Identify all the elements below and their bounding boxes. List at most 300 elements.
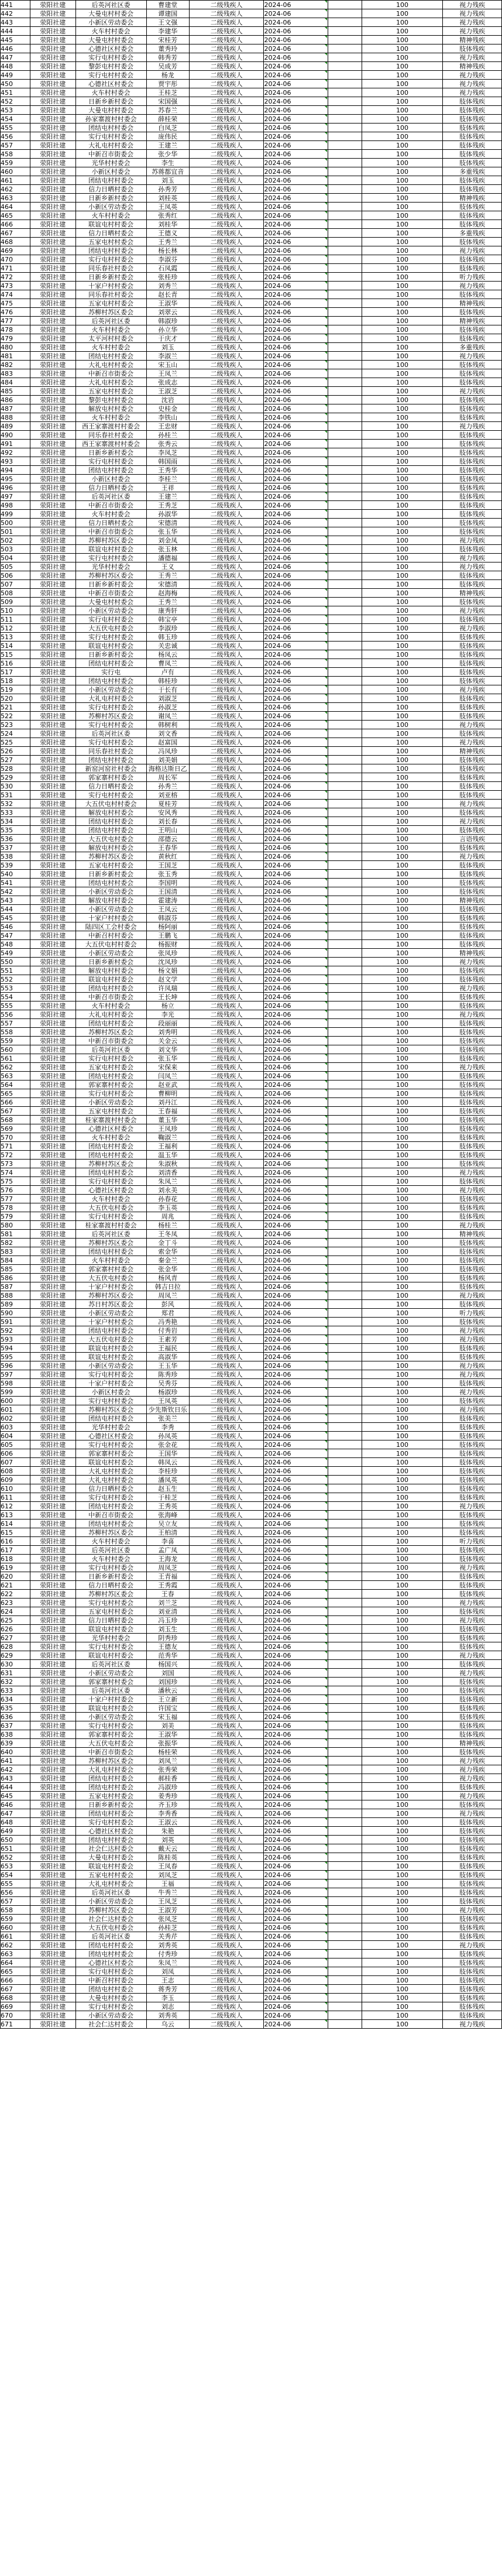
- error-indicator-icon: [325, 633, 327, 635]
- row-number: 564: [1, 1081, 30, 1089]
- table-row: [1, 1897, 502, 1906]
- disability-level-cell: 二级残疾人: [189, 141, 264, 150]
- area-cell: 荥阳社建: [30, 62, 75, 71]
- date-cell: 2024-06: [264, 1423, 328, 1432]
- disability-type-cell: 肢体残疾: [443, 2011, 502, 2020]
- row-number: 633: [1, 1686, 30, 1695]
- disability-level-cell: 二级残疾人: [189, 738, 264, 747]
- date-cell: 2024-06: [264, 369, 328, 378]
- village-cell: 苏柳村苏区委会: [75, 712, 146, 721]
- area-cell: 荥阳社建: [30, 361, 75, 369]
- disability-type-cell: 视力残疾: [443, 852, 502, 861]
- blank-cell: [328, 1476, 362, 1484]
- disability-level-cell: 二级残疾人: [189, 1923, 264, 1932]
- blank-cell: [328, 1195, 362, 1203]
- disability-level-cell: 二级残疾人: [189, 1458, 264, 1467]
- error-indicator-icon: [325, 1335, 327, 1337]
- table-row: [1, 721, 502, 729]
- disability-level-cell: 二级残疾人: [189, 589, 264, 598]
- row-number: 574: [1, 1168, 30, 1177]
- table-row: [1, 1827, 502, 1836]
- error-indicator-icon: [325, 922, 327, 925]
- disability-level-cell: 二级残疾人: [189, 1379, 264, 1388]
- area-cell: 荥阳社建: [30, 124, 75, 132]
- name-cell: 李光: [146, 1010, 189, 1019]
- village-cell: 大礼屯村村委会: [75, 1765, 146, 1774]
- disability-level-cell: 二级残疾人: [189, 1089, 264, 1098]
- blank-cell: [328, 545, 362, 554]
- row-number: 571: [1, 1142, 30, 1151]
- village-cell: 火车村村委会: [75, 27, 146, 36]
- error-indicator-icon: [325, 1081, 327, 1083]
- disability-level-cell: 二级残疾人: [189, 1686, 264, 1695]
- table-row: [1, 88, 502, 97]
- blank-cell: [328, 334, 362, 343]
- amount-cell: 100: [362, 1107, 443, 1116]
- table-row: [1, 1318, 502, 1326]
- date-cell: 2024-06: [264, 255, 328, 264]
- disability-level-cell: 二级残疾人: [189, 843, 264, 852]
- disability-type-cell: 肢体残疾: [443, 1704, 502, 1713]
- disability-level-cell: 二级残疾人: [189, 1423, 264, 1432]
- disability-type-cell: 肢体残疾: [443, 571, 502, 580]
- date-cell: 2024-06: [264, 1476, 328, 1484]
- disability-level-cell: 二级残疾人: [189, 1669, 264, 1678]
- name-cell: 刘国: [146, 1669, 189, 1678]
- blank-cell: [328, 1168, 362, 1177]
- area-cell: 荥阳社建: [30, 1721, 75, 1730]
- disability-type-cell: 肢体残疾: [443, 1423, 502, 1432]
- row-number: 602: [1, 1414, 30, 1423]
- row-number: 513: [1, 633, 30, 642]
- blank-cell: [328, 843, 362, 852]
- table-row: [1, 211, 502, 220]
- name-cell: 李淑珍: [146, 624, 189, 633]
- error-indicator-icon: [325, 431, 327, 433]
- table-row: [1, 1414, 502, 1423]
- row-number: 503: [1, 545, 30, 554]
- disability-level-cell: 二级残疾人: [189, 1862, 264, 1871]
- name-cell: 王建兰: [146, 492, 189, 501]
- name-cell: 朱凤兰: [146, 1958, 189, 1967]
- name-cell: 吴成芳: [146, 62, 189, 71]
- village-cell: 后英河社区委: [75, 1045, 146, 1054]
- name-cell: 王玉华: [146, 1361, 189, 1370]
- row-number: 659: [1, 1915, 30, 1923]
- row-number: 443: [1, 18, 30, 27]
- village-cell: 团结屯村村委会: [75, 817, 146, 826]
- error-indicator-icon: [325, 659, 327, 661]
- village-cell: 火车村村委会: [75, 413, 146, 422]
- row-number: 544: [1, 905, 30, 914]
- name-cell: 张秀红: [146, 211, 189, 220]
- error-indicator-icon: [325, 817, 327, 819]
- error-indicator-icon: [325, 1941, 327, 1943]
- disability-level-cell: 二级残疾人: [189, 1230, 264, 1239]
- date-cell: 2024-06: [264, 334, 328, 343]
- amount-cell: 100: [362, 1642, 443, 1651]
- village-cell: 大礼屯村村委会: [75, 378, 146, 387]
- date-cell: 2024-06: [264, 1186, 328, 1195]
- blank-cell: [328, 1519, 362, 1528]
- disability-level-cell: 二级残疾人: [189, 519, 264, 527]
- area-cell: 荥阳社建: [30, 229, 75, 238]
- error-indicator-icon: [325, 396, 327, 398]
- amount-cell: 100: [362, 1212, 443, 1221]
- amount-cell: 100: [362, 440, 443, 448]
- disability-type-cell: 肢体残疾: [443, 650, 502, 659]
- amount-cell: 100: [362, 1291, 443, 1300]
- name-cell: 周凤芝: [146, 1563, 189, 1572]
- table-row: [1, 150, 502, 159]
- amount-cell: 100: [362, 308, 443, 317]
- name-cell: 王春福: [146, 1107, 189, 1116]
- village-cell: 小新区劳动委会: [75, 203, 146, 211]
- disability-type-cell: 精神残疾: [443, 62, 502, 71]
- area-cell: 荥阳社建: [30, 246, 75, 255]
- table-row: [1, 1458, 502, 1467]
- name-cell: 张凤珍: [146, 949, 189, 958]
- blank-cell: [328, 431, 362, 440]
- area-cell: 荥阳社建: [30, 483, 75, 492]
- disability-level-cell: 二级残疾人: [189, 106, 264, 115]
- area-cell: 荥阳社建: [30, 668, 75, 677]
- error-indicator-icon: [325, 1370, 327, 1373]
- amount-cell: 100: [362, 756, 443, 764]
- disability-type-cell: 肢体残疾: [443, 1511, 502, 1519]
- disability-type-cell: 肢体残疾: [443, 642, 502, 650]
- area-cell: 荥阳社建: [30, 1739, 75, 1748]
- table-row: [1, 1818, 502, 1827]
- date-cell: 2024-06: [264, 1177, 328, 1186]
- error-indicator-icon: [325, 1133, 327, 1136]
- disability-level-cell: 二级残疾人: [189, 1713, 264, 1721]
- error-indicator-icon: [325, 1318, 327, 1320]
- disability-level-cell: 二级残疾人: [189, 1045, 264, 1054]
- amount-cell: 100: [362, 325, 443, 334]
- date-cell: 2024-06: [264, 1010, 328, 1019]
- area-cell: 荥阳社建: [30, 1844, 75, 1853]
- error-indicator-icon: [325, 1256, 327, 1258]
- amount-cell: 100: [362, 747, 443, 756]
- blank-cell: [328, 1563, 362, 1572]
- blank-cell: [328, 1546, 362, 1555]
- amount-cell: 100: [362, 282, 443, 290]
- error-indicator-icon: [325, 940, 327, 942]
- amount-cell: 100: [362, 501, 443, 510]
- blank-cell: [328, 738, 362, 747]
- disability-type-cell: 肢体残疾: [443, 1098, 502, 1107]
- row-number: 653: [1, 1862, 30, 1871]
- blank-cell: [328, 1958, 362, 1967]
- blank-cell: [328, 1124, 362, 1133]
- date-cell: 2024-06: [264, 975, 328, 984]
- disability-level-cell: 二级残疾人: [189, 826, 264, 835]
- table-row: [1, 712, 502, 721]
- amount-cell: 100: [362, 203, 443, 211]
- area-cell: 荥阳社建: [30, 1783, 75, 1792]
- village-cell: 联谊屯村村委会: [75, 545, 146, 554]
- name-cell: 赵亚武: [146, 1081, 189, 1089]
- disability-type-cell: 肢体残疾: [443, 1590, 502, 1599]
- village-cell: 团结屯村村委会: [75, 1247, 146, 1256]
- date-cell: 2024-06: [264, 562, 328, 571]
- disability-type-cell: 言语残疾: [443, 835, 502, 843]
- row-number: 610: [1, 1484, 30, 1493]
- date-cell: 2024-06: [264, 1379, 328, 1388]
- date-cell: 2024-06: [264, 940, 328, 949]
- disability-level-cell: 二级残疾人: [189, 1739, 264, 1748]
- table-row: [1, 1344, 502, 1353]
- date-cell: 2024-06: [264, 949, 328, 958]
- blank-cell: [328, 1669, 362, 1678]
- disability-type-cell: 肢体残疾: [443, 826, 502, 835]
- blank-cell: [328, 387, 362, 396]
- area-cell: 荥阳社建: [30, 580, 75, 589]
- error-indicator-icon: [325, 1774, 327, 1776]
- table-row: [1, 826, 502, 835]
- disability-level-cell: 二级残疾人: [189, 1634, 264, 1642]
- table-row: [1, 1774, 502, 1783]
- table-row: [1, 238, 502, 246]
- area-cell: 荥阳社建: [30, 308, 75, 317]
- disability-level-cell: 二级残疾人: [189, 18, 264, 27]
- name-cell: 董秀玲: [146, 44, 189, 53]
- village-cell: 黎彭屯村村委会: [75, 396, 146, 404]
- error-indicator-icon: [325, 1590, 327, 1592]
- name-cell: 王凤芝: [146, 1897, 189, 1906]
- area-cell: 荥阳社建: [30, 1511, 75, 1519]
- row-number: 636: [1, 1713, 30, 1721]
- area-cell: 荥阳社建: [30, 1265, 75, 1274]
- disability-type-cell: 肢体残疾: [443, 457, 502, 466]
- row-number: 597: [1, 1370, 30, 1379]
- row-number: 641: [1, 1757, 30, 1765]
- name-cell: 王忠财: [146, 422, 189, 431]
- disability-level-cell: 二级残疾人: [189, 422, 264, 431]
- area-cell: 荥阳社建: [30, 1932, 75, 1941]
- amount-cell: 100: [362, 1721, 443, 1730]
- table-row: [1, 1019, 502, 1028]
- date-cell: 2024-06: [264, 1001, 328, 1010]
- name-cell: 郑君: [146, 1309, 189, 1318]
- area-cell: 荥阳社建: [30, 931, 75, 940]
- name-cell: 王凤英: [146, 203, 189, 211]
- amount-cell: 100: [362, 1809, 443, 1818]
- date-cell: 2024-06: [264, 1906, 328, 1915]
- disability-level-cell: 二级残疾人: [189, 580, 264, 589]
- row-number: 611: [1, 1493, 30, 1502]
- area-cell: 荥阳社建: [30, 1282, 75, 1291]
- row-number: 537: [1, 843, 30, 852]
- disability-type-cell: 视力残疾: [443, 817, 502, 826]
- disability-type-cell: 肢体残疾: [443, 1721, 502, 1730]
- date-cell: 2024-06: [264, 589, 328, 598]
- date-cell: 2024-06: [264, 1168, 328, 1177]
- row-number: 514: [1, 642, 30, 650]
- amount-cell: 100: [362, 1915, 443, 1923]
- error-indicator-icon: [325, 1862, 327, 1864]
- area-cell: 荥阳社建: [30, 756, 75, 764]
- row-number: 449: [1, 71, 30, 80]
- date-cell: 2024-06: [264, 1414, 328, 1423]
- disability-level-cell: 二级残疾人: [189, 27, 264, 36]
- error-indicator-icon: [325, 1098, 327, 1100]
- error-indicator-icon: [325, 949, 327, 951]
- table-row: [1, 167, 502, 176]
- name-cell: 孙桂兰: [146, 431, 189, 440]
- amount-cell: 100: [362, 808, 443, 817]
- error-indicator-icon: [325, 668, 327, 670]
- village-cell: 实行屯村村委会: [75, 1177, 146, 1186]
- disability-type-cell: 肢体残疾: [443, 1862, 502, 1871]
- date-cell: 2024-06: [264, 650, 328, 659]
- table-row: [1, 501, 502, 510]
- name-cell: 王桂芝: [146, 88, 189, 97]
- name-cell: 王长坤: [146, 993, 189, 1001]
- area-cell: 荥阳社建: [30, 1151, 75, 1160]
- disability-type-cell: 肢体残疾: [443, 914, 502, 922]
- table-row: [1, 1686, 502, 1695]
- village-cell: 火车村村委会: [75, 1256, 146, 1265]
- area-cell: 荥阳社建: [30, 1941, 75, 1950]
- area-cell: 荥阳社建: [30, 1212, 75, 1221]
- village-cell: 联谊屯村村委会: [75, 1353, 146, 1361]
- blank-cell: [328, 308, 362, 317]
- row-number: 563: [1, 1072, 30, 1081]
- table-row: [1, 1941, 502, 1950]
- area-cell: 荥阳社建: [30, 1774, 75, 1783]
- disability-level-cell: 二级残疾人: [189, 1484, 264, 1493]
- name-cell: 韩树利: [146, 721, 189, 729]
- village-cell: 光华村村委会: [75, 562, 146, 571]
- table-row: [1, 773, 502, 782]
- name-cell: 李秀: [146, 1423, 189, 1432]
- error-indicator-icon: [325, 1511, 327, 1513]
- area-cell: 荥阳社建: [30, 1405, 75, 1414]
- name-cell: 王文强: [146, 18, 189, 27]
- table-row: [1, 448, 502, 457]
- date-cell: 2024-06: [264, 1432, 328, 1440]
- error-indicator-icon: [325, 1072, 327, 1074]
- village-cell: 信力日晒村委会: [75, 483, 146, 492]
- village-cell: 大礼屯村村委会: [75, 694, 146, 703]
- error-indicator-icon: [325, 1160, 327, 1162]
- blank-cell: [328, 106, 362, 115]
- disability-level-cell: 二级残疾人: [189, 527, 264, 536]
- blank-cell: [328, 905, 362, 914]
- disability-type-cell: 视力残疾: [443, 1792, 502, 1800]
- name-cell: 金丁斗: [146, 1239, 189, 1247]
- disability-type-cell: 肢体残疾: [443, 1879, 502, 1888]
- table-row: [1, 440, 502, 448]
- amount-cell: 100: [362, 1168, 443, 1177]
- error-indicator-icon: [325, 1274, 327, 1276]
- village-cell: 实行屯: [75, 668, 146, 677]
- name-cell: 张振华: [146, 1739, 189, 1748]
- amount-cell: 100: [362, 1300, 443, 1309]
- area-cell: 荥阳社建: [30, 510, 75, 519]
- amount-cell: 100: [362, 1906, 443, 1915]
- area-cell: 荥阳社建: [30, 659, 75, 668]
- blank-cell: [328, 1353, 362, 1361]
- row-number: 511: [1, 615, 30, 624]
- name-cell: 王柏清: [146, 1528, 189, 1537]
- table-row: [1, 2020, 502, 2029]
- blank-cell: [328, 97, 362, 106]
- row-number: 523: [1, 721, 30, 729]
- area-cell: 荥阳社建: [30, 800, 75, 808]
- blank-cell: [328, 1607, 362, 1616]
- blank-cell: [328, 1555, 362, 1563]
- area-cell: 荥阳社建: [30, 1335, 75, 1344]
- area-cell: 荥阳社建: [30, 1607, 75, 1616]
- area-cell: 荥阳社建: [30, 650, 75, 659]
- disability-type-cell: 视力残疾: [443, 1651, 502, 1660]
- row-number: 556: [1, 1010, 30, 1019]
- date-cell: 2024-06: [264, 1818, 328, 1827]
- amount-cell: 100: [362, 1019, 443, 1028]
- date-cell: 2024-06: [264, 325, 328, 334]
- error-indicator-icon: [325, 466, 327, 468]
- disability-level-cell: 二级残疾人: [189, 747, 264, 756]
- village-cell: 团结屯村村委会: [75, 1151, 146, 1160]
- disability-type-cell: 肢体残疾: [443, 975, 502, 984]
- name-cell: 孙淑华: [146, 510, 189, 519]
- disability-level-cell: 二级残疾人: [189, 852, 264, 861]
- table-row: [1, 1256, 502, 1265]
- village-cell: 大五伏屯村委会: [75, 1923, 146, 1932]
- blank-cell: [328, 1932, 362, 1941]
- row-number: 625: [1, 1616, 30, 1625]
- name-cell: 刘桂英: [146, 194, 189, 203]
- village-cell: 郭家寨村村委会: [75, 1449, 146, 1458]
- name-cell: 潘秋云: [146, 1686, 189, 1695]
- area-cell: 荥阳社建: [30, 1361, 75, 1370]
- village-cell: 日新乡新村委会: [75, 650, 146, 659]
- date-cell: 2024-06: [264, 1625, 328, 1634]
- amount-cell: 100: [362, 712, 443, 721]
- blank-cell: [328, 527, 362, 536]
- blank-cell: [328, 492, 362, 501]
- name-cell: 王秀兰: [146, 598, 189, 606]
- error-indicator-icon: [325, 527, 327, 530]
- area-cell: 荥阳社建: [30, 1054, 75, 1063]
- disability-level-cell: 二级残疾人: [189, 554, 264, 562]
- date-cell: 2024-06: [264, 1045, 328, 1054]
- table-row: [1, 80, 502, 88]
- village-cell: 联谊屯村村委会: [75, 1344, 146, 1353]
- area-cell: 荥阳社建: [30, 966, 75, 975]
- error-indicator-icon: [325, 580, 327, 582]
- date-cell: 2024-06: [264, 685, 328, 694]
- row-number: 475: [1, 299, 30, 308]
- table-row: [1, 9, 502, 18]
- village-cell: 西王家寨渡村村委会: [75, 440, 146, 448]
- error-indicator-icon: [325, 1669, 327, 1671]
- disability-level-cell: 二级残疾人: [189, 1651, 264, 1660]
- amount-cell: 100: [362, 246, 443, 255]
- name-cell: 王国清: [146, 887, 189, 896]
- disability-level-cell: 二级残疾人: [189, 1836, 264, 1844]
- village-cell: 小新区村委会: [75, 167, 146, 176]
- disability-type-cell: 肢体残疾: [443, 729, 502, 738]
- village-cell: 日新乡新村委会: [75, 580, 146, 589]
- error-indicator-icon: [325, 203, 327, 205]
- blank-cell: [328, 1265, 362, 1274]
- date-cell: 2024-06: [264, 264, 328, 273]
- amount-cell: 100: [362, 62, 443, 71]
